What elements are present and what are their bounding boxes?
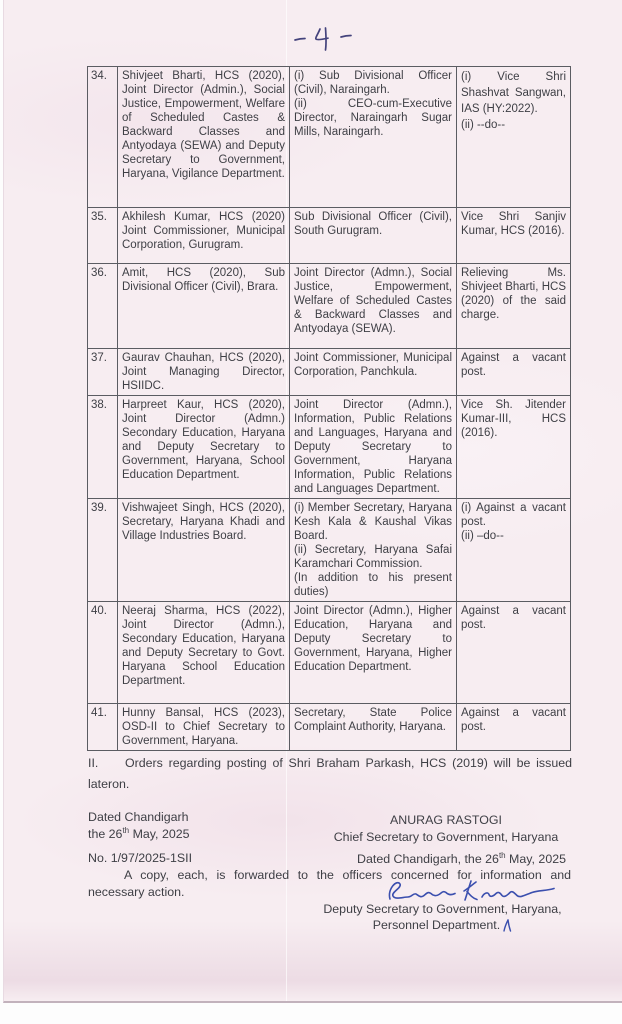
serial-cell bbox=[88, 349, 118, 396]
officer-cell bbox=[118, 396, 290, 499]
remarks-cell bbox=[457, 704, 571, 751]
posting-text: (In addition to his present duties) bbox=[294, 572, 452, 598]
serial-cell bbox=[88, 264, 118, 349]
posting-text: Sub Divisional Officer (Civil), South Gurugram. bbox=[294, 211, 452, 237]
ink-tick-icon bbox=[502, 919, 512, 937]
page-number-handwriting-icon bbox=[291, 22, 357, 58]
serial-text: 41. bbox=[91, 707, 107, 719]
forwarding-title-line1: Deputy Secretary to Government, Haryana, bbox=[323, 902, 562, 916]
remarks-cell bbox=[457, 208, 571, 264]
serial-text: 36. bbox=[91, 267, 107, 279]
officer-text: Amit, HCS (2020), Sub Divisional Officer (Civil), Brara. bbox=[122, 267, 285, 293]
officer-text: Hunny Bansal, HCS (2023), OSD-II to Chief Secretary to Government, Haryana. bbox=[122, 707, 285, 747]
paragraph-ii-text: Orders regarding posting of Shri Braham Parkash, HCS (2019) will be issued lateron. bbox=[88, 756, 572, 791]
serial-cell bbox=[88, 499, 118, 602]
remarks-text: Vice Sh. Jitender Kumar-III, HCS (2016). bbox=[461, 399, 566, 439]
posting-cell bbox=[290, 704, 457, 751]
signatory-title: Chief Secretary to Government, Haryana bbox=[333, 830, 559, 844]
officer-text: Harpreet Kaur, HCS (2020), Joint Director (Admn.) Secondary Education, Haryana and Deputy Secretary to Government, Haryana, School Education Department. bbox=[122, 399, 285, 481]
forwarding-signatory-block bbox=[319, 902, 566, 936]
page-number bbox=[291, 22, 357, 63]
table-row bbox=[88, 499, 571, 602]
forwarding-title-line2: Personnel Department. bbox=[319, 918, 566, 937]
posting-cell bbox=[290, 499, 457, 602]
posting-cell bbox=[290, 208, 457, 264]
left-date-block bbox=[88, 809, 192, 867]
paragraph-ii-label: II. bbox=[88, 756, 99, 770]
serial-cell bbox=[88, 208, 118, 264]
reference-number: No. 1/97/2025-1SII bbox=[88, 851, 193, 865]
officer-cell bbox=[118, 264, 290, 349]
remarks-text: (ii) --do-- bbox=[461, 119, 506, 131]
officer-cell bbox=[118, 499, 290, 602]
officer-text: Shivjeet Bharti, HCS (2020), Joint Director (Admin.), Social Justice, Empowerment, Welfare of Scheduled Castes & Backward Classes and Antyodaya (SEWA) and Deputy Secretary to Government, Haryana, Vigilance Department. bbox=[122, 70, 285, 180]
posting-cell bbox=[290, 67, 457, 208]
remarks-text: Vice Shri Sanjiv Kumar, HCS (2016). bbox=[461, 211, 566, 237]
officer-cell bbox=[118, 67, 290, 208]
serial-text: 40. bbox=[91, 605, 107, 617]
remarks-text: Relieving Ms. Shivjeet Bharti, HCS (2020) of the said charge. bbox=[461, 267, 566, 321]
remarks-text: (i) Vice Shri Shashvat Sangwan, IAS (HY:2022). bbox=[461, 71, 566, 115]
table-row bbox=[88, 208, 571, 264]
posting-cell bbox=[290, 396, 457, 499]
table-row bbox=[88, 396, 571, 499]
remarks-cell bbox=[457, 67, 571, 208]
posting-text: Joint Director (Admn.), Higher Education, Haryana and Deputy Secretary to Government, Haryana, Higher Education Department. bbox=[294, 605, 452, 673]
officer-text: Gaurav Chauhan, HCS (2020), Joint Managing Director, HSIIDC. bbox=[122, 352, 285, 392]
officer-text: Akhilesh Kumar, HCS (2020) Joint Commissioner, Municipal Corporation, Gurugram. bbox=[122, 211, 285, 251]
officer-cell bbox=[118, 602, 290, 704]
serial-text: 39. bbox=[91, 502, 107, 514]
serial-cell bbox=[88, 396, 118, 499]
table-row bbox=[88, 602, 571, 704]
serial-text: 34. bbox=[91, 70, 107, 82]
serial-cell bbox=[88, 704, 118, 751]
remarks-text: Against a vacant post. bbox=[461, 707, 566, 733]
serial-cell bbox=[88, 602, 118, 704]
remarks-text: Against a vacant post. bbox=[461, 352, 566, 378]
table-row bbox=[88, 704, 571, 751]
signatory-date-line: Dated Chandigarh, the 26th May, 2025 bbox=[357, 850, 566, 866]
paper-sheet bbox=[3, 0, 622, 1003]
posting-cell bbox=[290, 264, 457, 349]
posting-text: Secretary, State Police Complaint Authority, Haryana. bbox=[294, 707, 452, 733]
posting-text: (i) Member Secretary, Haryana Kesh Kala & Kaushal Vikas Board. bbox=[294, 502, 452, 542]
paragraph-ii bbox=[88, 753, 572, 795]
officer-cell bbox=[118, 704, 290, 751]
remarks-cell bbox=[457, 349, 571, 396]
date-line: the 26th May, 2025 bbox=[88, 825, 190, 841]
remarks-cell bbox=[457, 499, 571, 602]
officer-text: Neeraj Sharma, HCS (2022), Joint Director (Admn.), Secondary Education, Haryana and Deputy Secretary to Govt. Haryana School Education Department. bbox=[122, 605, 285, 687]
signatory-name: ANURAG RASTOGI bbox=[390, 813, 502, 827]
table-row bbox=[88, 67, 571, 208]
postings-table bbox=[87, 66, 571, 751]
posting-text: Joint Commissioner, Municipal Corporation, Panchkula. bbox=[294, 352, 452, 378]
officer-cell bbox=[118, 349, 290, 396]
remarks-cell bbox=[457, 396, 571, 499]
copy-forwarding-note: A copy, each, is forwarded to the officers concerned for information and necessary action. bbox=[88, 868, 571, 899]
table-row bbox=[88, 264, 571, 349]
serial-text: 38. bbox=[91, 399, 107, 411]
posting-cell bbox=[290, 602, 457, 704]
remarks-text: (i) Against a vacant post. bbox=[461, 502, 566, 528]
posting-text: (ii) Secretary, Haryana Safai Karamchari Commission. bbox=[294, 544, 452, 570]
posting-text: Joint Director (Admn.), Information, Public Relations and Languages, Haryana and Deputy Secretary to Government, Haryana Information, Public Relations and Languages Department. bbox=[294, 399, 452, 495]
officer-text: Vishwajeet Singh, HCS (2020), Secretary, Haryana Khadi and Village Industries Board. bbox=[122, 502, 285, 542]
serial-cell bbox=[88, 67, 118, 208]
posting-text: (ii) CEO-cum-Executive Director, Naraingarh Sugar Mills, Naraingarh. bbox=[294, 98, 452, 138]
officer-cell bbox=[118, 208, 290, 264]
posting-text: (i) Sub Divisional Officer (Civil), Naraingarh. bbox=[294, 70, 452, 96]
remarks-text: Against a vacant post. bbox=[461, 605, 566, 631]
remarks-cell bbox=[457, 602, 571, 704]
remarks-text: (ii) –do-- bbox=[461, 530, 504, 542]
posting-text: Joint Director (Admn.), Social Justice, Empowerment, Welfare of Scheduled Castes & Backward Classes and Antyodaya (SEWA). bbox=[294, 267, 452, 335]
serial-text: 35. bbox=[91, 211, 107, 223]
serial-text: 37. bbox=[91, 352, 107, 364]
table-row bbox=[88, 349, 571, 396]
signatory-block bbox=[326, 812, 566, 868]
posting-cell bbox=[290, 349, 457, 396]
remarks-cell bbox=[457, 264, 571, 349]
dated-place-line: Dated Chandigarh bbox=[88, 810, 189, 824]
